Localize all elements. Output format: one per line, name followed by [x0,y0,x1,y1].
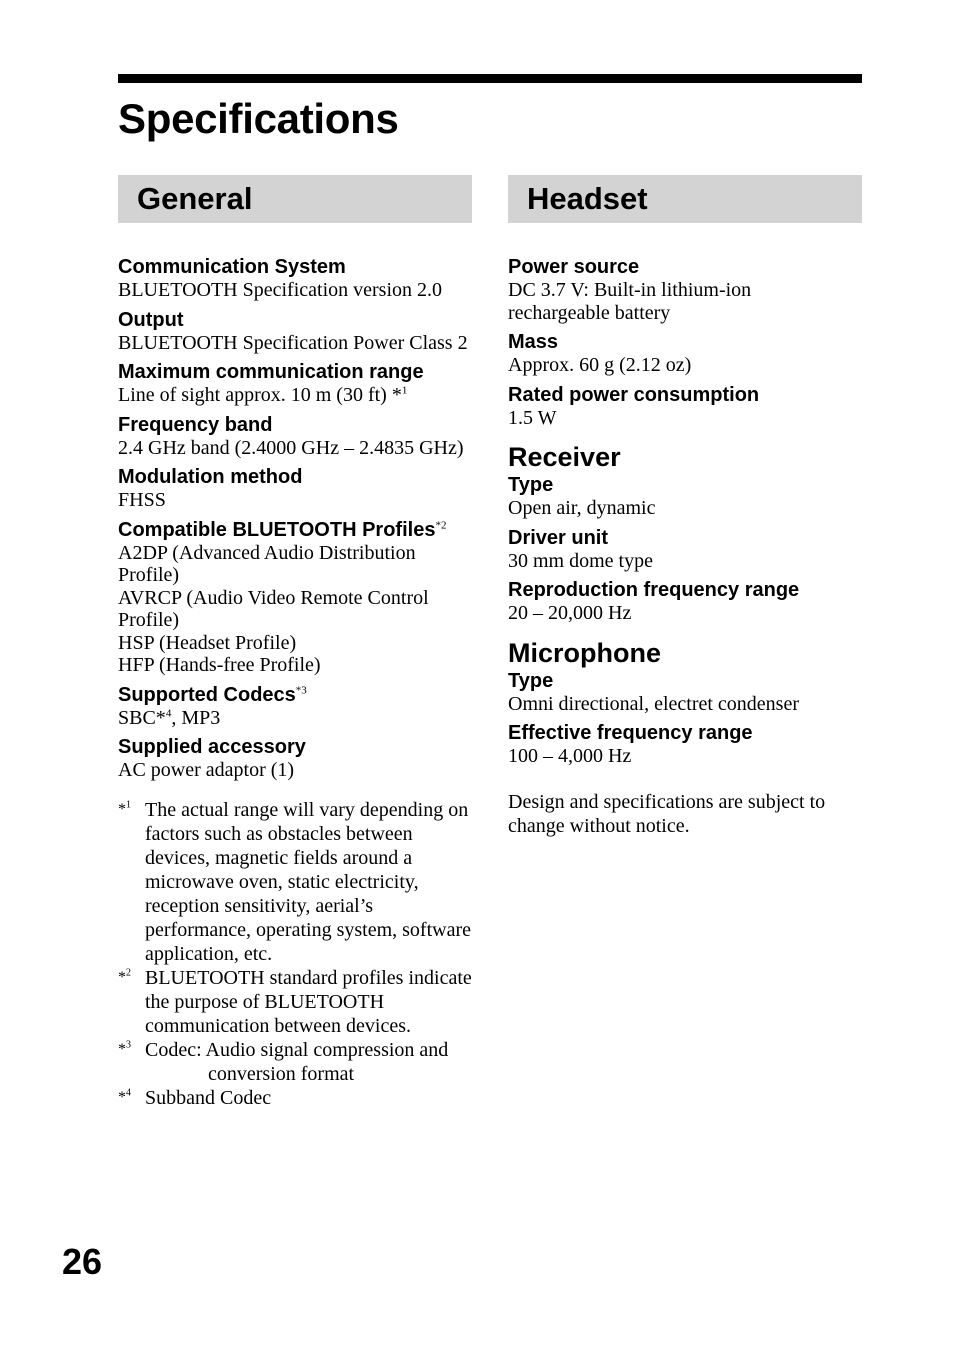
spec-value: AC power adaptor (1) [118,759,295,781]
footnote-line: Codec: Audio signal compression and [145,1038,449,1061]
spec-driver-unit [508,526,862,573]
spec-label: Driver unit [508,526,609,549]
spec-label: Power source [508,256,640,278]
spec-value-line: DC 3.7 V: Built-in lithium-ion [508,279,752,301]
spec-label: Output [118,308,184,331]
spec-label-text: Compatible BLUETOOTH Profiles [118,518,436,541]
footnote-text: The actual range will vary depending on factors such as obstacles between devices, magnetic fields around a microwave oven, static electricity, reception sensitivity, aerial’s performance, operating system, software application, etc. [145,798,471,965]
spec-value [118,384,472,407]
spec-label: Modulation method [118,466,303,488]
profile-line: Profile) [118,609,180,631]
footnote-mark [118,798,145,966]
spec-rated-power-consumption [508,383,862,430]
spec-value [118,542,472,677]
profile-line: AVRCP (Audio Video Remote Control [118,586,429,609]
footnote-ref: *3 [295,683,307,696]
codec-text: SBC* [118,706,166,729]
general-column [118,175,472,1110]
spec-label-text: Supported Codecs [118,683,296,706]
spec-receiver-type [508,473,862,520]
spec-frequency-band [118,413,472,460]
spec-label: Maximum communication range [118,361,424,383]
footnote-number: 1 [126,799,131,811]
spec-value: 20 – 20,000 Hz [508,602,632,624]
footnotes [118,798,472,1110]
title-rule [118,74,862,83]
spec-power-source [508,255,862,324]
spec-reproduction-frequency-range [508,578,862,625]
general-heading: General [118,175,472,223]
codec-text: , MP3 [171,706,221,729]
disclaimer: Design and specifications are subject to change without notice. [508,790,826,837]
spec-label: Frequency band [118,413,273,436]
spec-modulation-method [118,465,472,512]
footnote-text: BLUETOOTH standard profiles indicate the purpose of BLUETOOTH communication between devices. [145,966,472,1037]
spec-label [118,683,472,707]
footnote-mark [118,966,145,1038]
spec-label: Reproduction frequency range [508,579,800,601]
footnote [118,1038,472,1086]
footnote-asterisk: * [118,1088,126,1106]
spec-value-text: Line of sight approx. 10 m (30 ft) * [118,384,402,406]
footnote-number: 2 [126,967,131,979]
footnote-number: 3 [126,1039,131,1051]
footnote [118,1086,472,1110]
spec-value: 2.4 GHz band (2.4000 GHz – 2.4835 GHz) [118,436,464,459]
spec-value: 100 – 4,000 Hz [508,745,632,767]
microphone-heading: Microphone [508,637,661,668]
footnote-continuation: conversion format [208,1062,355,1085]
spec-label: Type [508,474,554,496]
footnote-ref: 4 [165,706,172,719]
spec-maximum-communication-range [118,360,472,407]
footnote-mark [118,1086,145,1110]
spec-effective-frequency-range [508,721,862,768]
receiver-heading: Receiver [508,442,621,472]
footnote-ref: 1 [401,384,408,397]
spec-value: BLUETOOTH Specification version 2.0 [118,279,443,301]
footnote-mark [118,1038,145,1086]
spec-output [118,308,472,355]
footnote-text [145,1038,472,1086]
headset-heading: Headset [508,175,862,223]
headset-column [508,175,862,838]
spec-supported-codecs [118,683,472,730]
spec-microphone-type [508,669,862,716]
spec-label: Type [508,669,554,692]
footnote [118,798,472,966]
footnote [118,966,472,1038]
spec-communication-system [118,255,472,302]
spec-label: Supplied accessory [118,736,306,758]
spec-label: Communication System [118,256,346,278]
footnote-number: 4 [126,1087,131,1099]
profile-line: Profile) [118,564,180,586]
spec-value: Omni directional, electret condenser [508,692,799,715]
spec-value-line: rechargeable battery [508,301,671,324]
footnote-asterisk: * [118,800,126,818]
footnote-asterisk: * [118,968,126,986]
spec-label [118,518,472,542]
spec-value: 30 mm dome type [508,549,653,572]
profile-line: A2DP (Advanced Audio Distribution [118,541,416,564]
spec-value: Open air, dynamic [508,497,656,519]
spec-supplied-accessory [118,735,472,782]
spec-value: Approx. 60 g (2.12 oz) [508,354,692,376]
spec-compatible-profiles [118,518,472,677]
footnote-text: Subband Codec [145,1086,272,1109]
page-title: Specifications [118,95,399,142]
spec-value: 1.5 W [508,406,557,429]
spec-label: Mass [508,331,559,353]
spec-label: Rated power consumption [508,383,760,406]
spec-label: Effective frequency range [508,722,753,744]
spec-value: BLUETOOTH Specification Power Class 2 [118,331,468,354]
footnote-ref: *2 [435,518,447,531]
spec-mass [508,330,862,377]
profile-line: HSP (Headset Profile) [118,631,297,654]
footnote-asterisk: * [118,1040,126,1058]
spec-value [508,279,862,324]
profile-line: HFP (Hands-free Profile) [118,654,321,676]
spec-value: FHSS [118,489,166,511]
spec-value [118,707,472,730]
page-number: 26 [62,1241,103,1282]
